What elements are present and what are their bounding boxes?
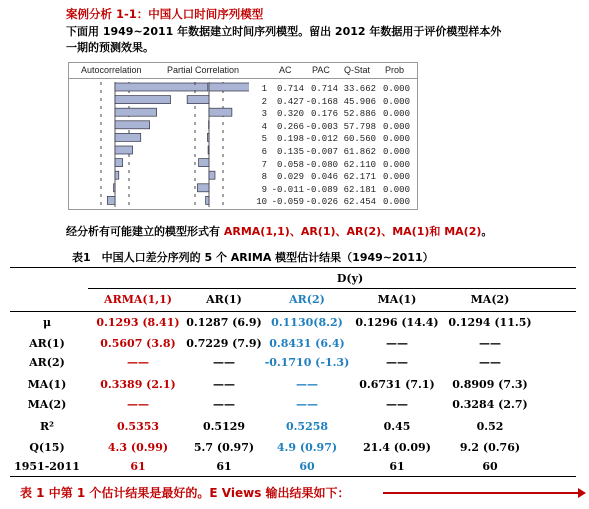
table-cell: 61 (389, 460, 405, 473)
table-cell: 0.8909 (7.3) (452, 378, 528, 391)
corr-q-cell: 33.662 (343, 84, 376, 94)
corr-ac-cell: 0.427 (276, 96, 304, 107)
column-header: MA(2) (470, 293, 510, 306)
corr-lag-cell: 9 (261, 184, 267, 195)
table-cell: 0.7229 (7.9) (186, 337, 262, 350)
corr-ac-cell: 0.198 (276, 134, 304, 145)
corr-prob-cell: 0.000 (382, 109, 410, 120)
corr-lag-cell: 1 (261, 84, 267, 94)
pac-header: PAC (312, 65, 330, 75)
table-cell: —— (386, 337, 408, 350)
corr-ac-cell: 0.135 (276, 147, 304, 157)
partial-correlation-header: Partial Correlation (167, 65, 240, 75)
pac-bar (199, 159, 209, 167)
table-cell: 0.1287 (6.9) (186, 316, 262, 329)
row-label: R² (40, 420, 54, 433)
correlogram-panel (68, 62, 418, 210)
row-label: 1951-2011 (14, 460, 80, 473)
corr-q-cell: 62.171 (343, 172, 376, 183)
qstat-header: Q-Stat (344, 65, 371, 75)
row-label: AR(2) (29, 356, 65, 369)
corr-ac-cell: -0.059 (271, 197, 304, 208)
table-cell: 0.5129 (202, 420, 246, 433)
table-cell: 0.5607 (3.8) (100, 337, 176, 350)
header-rule (10, 311, 576, 312)
arrow-head-icon (578, 488, 586, 498)
table-cell: 0.5258 (285, 420, 329, 433)
prob-header: Prob (385, 65, 405, 75)
table-cell: —— (296, 398, 318, 411)
ac-bar (115, 121, 150, 129)
corr-ac-cell: 0.714 (276, 84, 304, 94)
table-cell: 0.45 (383, 420, 411, 433)
corr-q-cell: 52.886 (343, 109, 376, 120)
ac-bar (107, 196, 115, 204)
table-cell: 0.1296 (14.4) (355, 316, 439, 329)
table-cell: —— (296, 378, 318, 391)
table-cell: —— (127, 398, 149, 411)
arrow-line (383, 492, 583, 494)
group-rule (88, 288, 576, 289)
corr-pac-cell: -0.080 (305, 159, 338, 170)
column-header: MA(1) (377, 293, 417, 306)
table-cell: —— (213, 356, 235, 369)
intro-paragraph: 下面用 1949~2011 年数据建立时间序列模型。留出 2012 年数据用于评价模型样本外一期的预测效果。 (66, 25, 502, 54)
corr-q-cell: 62.181 (343, 184, 376, 195)
table-cell: —— (127, 356, 149, 369)
corr-q-cell: 57.798 (343, 121, 376, 132)
summary-prefix: 经分析有可能建立的模型形式有 (66, 225, 224, 238)
row-label: μ (42, 316, 52, 329)
pac-bar (208, 146, 209, 154)
table-cell: —— (479, 356, 501, 369)
corr-lag-cell: 4 (261, 121, 267, 132)
corr-prob-cell: 0.000 (382, 159, 410, 170)
table-cell: 21.4 (0.09) (363, 441, 431, 454)
pac-bar (209, 108, 232, 116)
pac-bar (209, 83, 249, 91)
corr-q-cell: 61.862 (343, 147, 376, 157)
table-caption: 表1 中国人口差分序列的 5 个 ARIMA 模型估计结果（1949~2011） (72, 251, 434, 264)
group-header: D(y) (336, 272, 364, 285)
corr-q-cell: 60.560 (343, 134, 376, 145)
corr-pac-cell: -0.089 (305, 184, 338, 195)
corr-pac-cell: 0.046 (310, 172, 338, 183)
summary-suffix: 。 (481, 225, 493, 238)
corr-lag-cell: 5 (261, 134, 267, 145)
pac-bar (187, 96, 209, 104)
ac-bar (115, 171, 119, 179)
corr-prob-cell: 0.000 (382, 134, 410, 145)
table-cell: 4.3 (0.99) (107, 441, 169, 454)
corr-q-cell: 62.110 (343, 159, 376, 170)
pac-bar (197, 184, 209, 192)
corr-prob-cell: 0.000 (382, 147, 410, 157)
table-cell: 61 (130, 460, 146, 473)
table-cell: 4.9 (0.97) (276, 441, 338, 454)
row-label: MA(2) (27, 398, 67, 411)
table-cell: 60 (482, 460, 498, 473)
ac-bar (115, 96, 171, 104)
ac-bar (115, 146, 133, 154)
table-bottom-rule (10, 476, 576, 477)
corr-prob-cell: 0.000 (382, 84, 410, 94)
corr-q-cell: 62.454 (343, 197, 376, 208)
corr-pac-cell: -0.012 (305, 134, 338, 145)
table-cell: 0.8431 (6.4) (269, 337, 345, 350)
corr-lag-cell: 3 (261, 109, 267, 120)
ac-bar (115, 133, 141, 141)
corr-ac-cell: 0.320 (276, 109, 304, 120)
corr-ac-cell: -0.011 (271, 184, 304, 195)
pac-bar (209, 121, 210, 129)
pac-bar (209, 171, 215, 179)
corr-prob-cell: 0.000 (382, 184, 410, 195)
ac-bar (114, 184, 115, 192)
row-label: AR(1) (29, 337, 65, 350)
table-cell: —— (213, 378, 235, 391)
table-cell: 0.5353 (116, 420, 160, 433)
table-cell: —— (386, 398, 408, 411)
corr-lag-cell: 6 (261, 147, 267, 157)
column-header: AR(1) (206, 293, 242, 306)
column-header: AR(2) (289, 293, 325, 306)
corr-lag-cell: 10 (256, 197, 267, 208)
corr-pac-cell: -0.168 (305, 96, 338, 107)
pac-bar (207, 133, 209, 141)
footer-note: 表 1 中第 1 个估计结果是最好的。E Views 输出结果如下： (20, 486, 350, 500)
row-label: MA(1) (27, 378, 67, 391)
corr-q-cell: 45.906 (343, 96, 376, 107)
ac-bar (115, 159, 123, 167)
ac-bar (115, 108, 157, 116)
table-cell: 0.3389 (2.1) (100, 378, 176, 391)
summary-models: ARMA(1,1)、AR(1)、AR(2)、MA(1)和 MA(2) (223, 225, 482, 238)
corr-lag-cell: 7 (261, 159, 267, 170)
ac-header: AC (279, 65, 292, 75)
corr-ac-cell: 0.266 (276, 121, 304, 132)
table-cell: 9.2 (0.76) (459, 441, 521, 454)
pac-bar (206, 196, 209, 204)
table-cell: 0.52 (476, 420, 504, 433)
page-title: 案例分析 1-1：中国人口时间序列模型 (66, 7, 264, 21)
corr-lag-cell: 2 (261, 96, 267, 107)
table-cell: 60 (299, 460, 315, 473)
table-cell: 0.6731 (7.1) (359, 378, 435, 391)
autocorrelation-header: Autocorrelation (81, 65, 142, 75)
corr-ac-cell: 0.029 (276, 172, 304, 183)
corr-prob-cell: 0.000 (382, 96, 410, 107)
ac-bar (115, 83, 208, 91)
corr-pac-cell: -0.003 (305, 121, 338, 132)
table-cell: 0.1130(8.2) (271, 316, 343, 329)
corr-prob-cell: 0.000 (382, 172, 410, 183)
table-cell: 0.1293 (8.41) (96, 316, 180, 329)
table-cell: —— (479, 337, 501, 350)
corr-pac-cell: 0.176 (310, 109, 338, 120)
summary-line (66, 223, 492, 239)
corr-ac-cell: 0.058 (276, 159, 304, 170)
table-top-rule (10, 267, 576, 268)
table-cell: 0.1294 (11.5) (448, 316, 532, 329)
table-cell: -0.1710 (-1.3) (264, 356, 350, 369)
corr-lag-cell: 8 (261, 172, 267, 183)
corr-pac-cell: -0.007 (305, 147, 338, 157)
table-cell: 5.7 (0.97) (193, 441, 255, 454)
table-cell: 0.3284 (2.7) (452, 398, 528, 411)
table-cell: —— (213, 398, 235, 411)
column-header: ARMA(1,1) (104, 293, 172, 306)
correlogram-bars (69, 79, 249, 211)
corr-prob-cell: 0.000 (382, 121, 410, 132)
table-cell: —— (386, 356, 408, 369)
corr-pac-cell: 0.714 (310, 84, 338, 94)
corr-prob-cell: 0.000 (382, 197, 410, 208)
row-label: Q(15) (29, 441, 65, 454)
table-cell: 61 (216, 460, 232, 473)
corr-pac-cell: -0.026 (305, 197, 338, 208)
